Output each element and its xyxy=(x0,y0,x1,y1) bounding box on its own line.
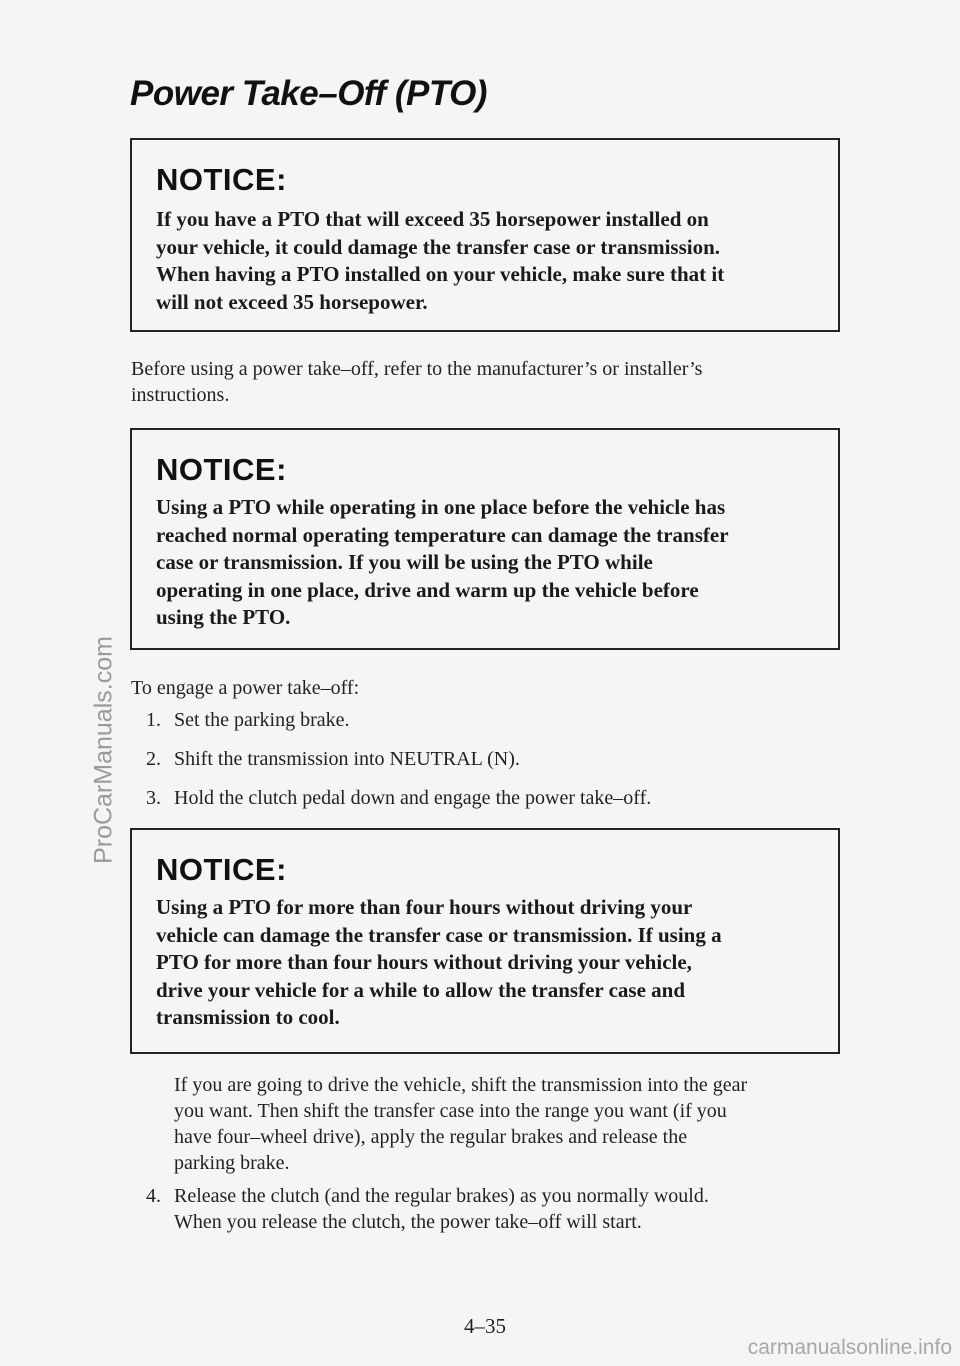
step-number: 3. xyxy=(146,787,161,809)
drive-line: have four–wheel drive), apply the regular brakes and release the xyxy=(174,1126,688,1148)
step-text: Set the parking brake. xyxy=(174,709,350,731)
footer-watermark: carmanualsonline.info xyxy=(747,1336,952,1359)
notice-box xyxy=(130,138,840,332)
notice-box xyxy=(130,428,840,650)
notice-heading: NOTICE: xyxy=(156,452,287,487)
notice-line: Using a PTO while operating in one place before the vehicle has xyxy=(156,495,726,519)
notice-line: transmission to cool. xyxy=(156,1005,340,1029)
notice-body xyxy=(156,894,798,1032)
intro-line: instructions. xyxy=(131,384,230,406)
notice-body xyxy=(156,206,798,316)
step-number: 1. xyxy=(146,709,161,731)
notice-line: vehicle can damage the transfer case or transmission. If using a xyxy=(156,922,722,947)
notice-body xyxy=(156,494,798,632)
notice-line: case or transmission. If you will be using the PTO while xyxy=(156,550,653,574)
drive-paragraph xyxy=(174,1072,854,1176)
notice-box xyxy=(130,828,840,1054)
drive-line: parking brake. xyxy=(174,1152,290,1174)
notice-line: PTO for more than four hours without driving your vehicle, xyxy=(156,950,692,974)
side-watermark: ProCarManuals.com xyxy=(89,636,118,864)
notice-heading: NOTICE: xyxy=(156,162,287,197)
notice-line: drive your vehicle for a while to allow the transfer case and xyxy=(156,977,686,1002)
engage-intro: To engage a power take–off: xyxy=(131,677,360,699)
step-number: 2. xyxy=(146,748,161,770)
step-item xyxy=(146,1183,709,1235)
notice-line: your vehicle, it could damage the transfer case or transmission. xyxy=(156,234,721,259)
notice-line: When having a PTO installed on your vehicle, make sure that it xyxy=(156,262,725,286)
drive-line: If you are going to drive the vehicle, shift the transmission into the gear xyxy=(174,1074,748,1096)
step-item xyxy=(146,746,520,772)
page-number: 4–35 xyxy=(464,1314,506,1338)
intro-line: Before using a power take–off, refer to the manufacturer’s or installer’s xyxy=(131,358,703,380)
notice-line: Using a PTO for more than four hours without driving your xyxy=(156,895,693,919)
drive-line: you want. Then shift the transfer case into the range you want (if you xyxy=(174,1100,727,1122)
step-number: 4. xyxy=(146,1185,161,1207)
step-text: Hold the clutch pedal down and engage the power take–off. xyxy=(174,787,652,809)
notice-line: If you have a PTO that will exceed 35 horsepower installed on xyxy=(156,207,709,231)
notice-line: using the PTO. xyxy=(156,605,291,629)
step-item xyxy=(146,707,350,733)
notice-line: will not exceed 35 horsepower. xyxy=(156,289,428,314)
intro-paragraph xyxy=(131,356,831,408)
step-item xyxy=(146,785,651,811)
step-text: When you release the clutch, the power take–off will start. xyxy=(174,1211,642,1233)
step-text: Shift the transmission into NEUTRAL (N). xyxy=(174,748,520,770)
step-text: Release the clutch (and the regular brakes) as you normally would. xyxy=(174,1185,709,1207)
page-title: Power Take–Off (PTO) xyxy=(130,74,487,113)
notice-line: reached normal operating temperature can damage the transfer xyxy=(156,522,729,547)
notice-line: operating in one place, drive and warm up the vehicle before xyxy=(156,577,699,602)
notice-heading: NOTICE: xyxy=(156,852,287,887)
